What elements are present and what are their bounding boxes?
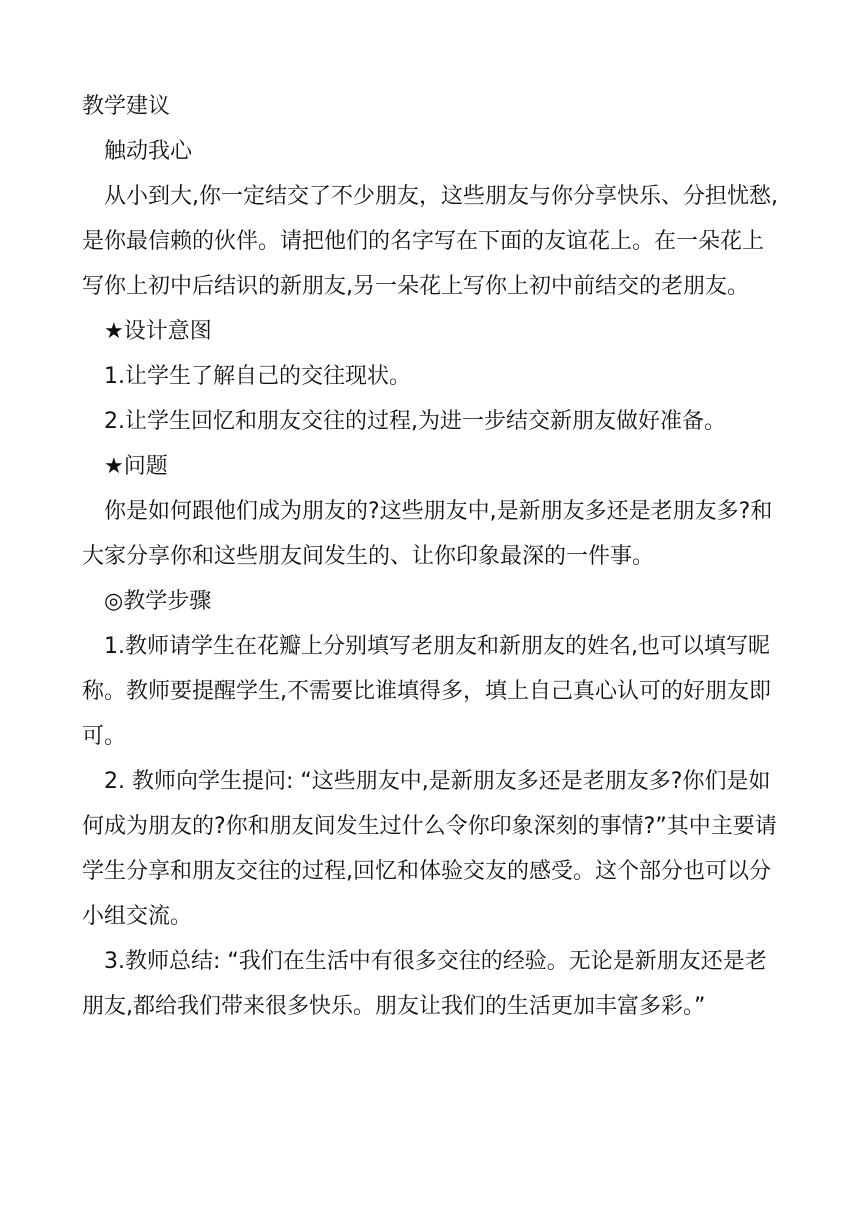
- steps-heading: ◎教学步骤: [104, 589, 212, 614]
- document-body: [82, 84, 782, 1029]
- section-heading: 触动我心: [104, 139, 193, 164]
- design-intent-item: 2.让学生回忆和朋友交往的过程,为进一步结交新朋友做好准备。: [104, 409, 726, 434]
- step-item: 3.教师总结: “我们在生活中有很多交往的经验。无论是新朋友还是老朋友,都给我们带来很多快乐。朋友让我们的生活更加丰富多彩。”: [82, 949, 767, 1019]
- question-paragraph: 你是如何跟他们成为朋友的?这些朋友中,是新朋友多还是老朋友多?和大家分享你和这些朋友间发生的、让你印象最深的一件事。: [82, 499, 773, 569]
- design-intent-heading: ★设计意图: [104, 319, 212, 344]
- design-intent-item: 1.让学生了解自己的交往现状。: [104, 364, 411, 389]
- intro-paragraph: 从小到大,你一定结交了不少朋友，这些朋友与你分享快乐、分担忧愁,是你最信赖的伙伴。请把他们的名字写在下面的友谊花上。在一朵花上写你上初中后结识的新朋友,另一朵花上写你上初中前结交的老朋友。: [82, 184, 778, 299]
- document-title: 教学建议: [82, 94, 171, 119]
- step-item: 2. 教师向学生提问: “这些朋友中,是新朋友多还是老朋友多?你们是如何成为朋友的?你和朋友间发生过什么令你印象深刻的事情?”其中主要请学生分享和朋友交往的过程,回忆和体验交友的感受。这个部分也可以分小组交流。: [82, 769, 777, 929]
- step-item: 1.教师请学生在花瓣上分别填写老朋友和新朋友的姓名,也可以填写昵称。教师要提醒学生,不需要比谁填得多，填上自己真心认可的好朋友即可。: [82, 634, 771, 749]
- question-heading: ★问题: [104, 454, 168, 479]
